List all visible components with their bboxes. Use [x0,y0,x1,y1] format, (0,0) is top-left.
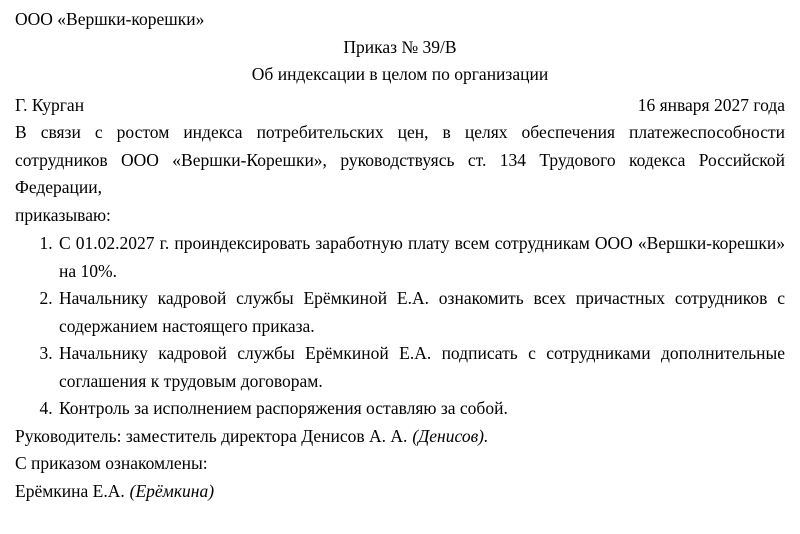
company-name: ООО «Вершки-корешки» [15,9,205,29]
order-item-4: 4. Контроль за исполнением распоряжения оставляю за собой. [57,395,785,423]
document-title: Приказ № 39/В [343,36,457,57]
city-date-row [15,92,785,120]
date-label: 16 января 2027 года [637,94,785,115]
acknowledgement-line: С приказом ознакомлены: [15,453,208,473]
order-item-3: 3. Начальнику кадровой службы Ерёмкиной Е.А. подписать с сотрудниками дополнительные соглашения к трудовым договорам. [57,340,785,395]
order-list [15,230,785,423]
order-item-2: 2. Начальнику кадровой службы Ерёмкиной Е.А. ознакомить всех причастных сотрудников с содержанием настоящего приказа. [57,285,785,340]
intro-paragraph: В связи с ростом индекса потребительских цен, в целях обеспечения платежеспособности сотрудников ООО «Вершки-Корешки», руководствуясь ст. 134 Трудового кодекса Российской Федерации, [15,122,785,197]
order-word: приказываю: [15,204,111,225]
order-item-1: 1. С 01.02.2027 г. проиндексировать заработную плату всем сотрудникам ООО «Вершки-корешки» на 10%. [57,230,785,285]
document-subject: Об индексации в целом по организации [251,64,549,84]
signature-label: Руководитель: заместитель директора Денисов А. А. [15,425,408,446]
signature-handwritten: (Денисов). [412,425,489,446]
employee-handwritten: (Ерёмкина) [129,480,215,501]
employee-signature-line [15,478,785,506]
signature-line [15,423,785,451]
employee-name: Ерёмкина Е.А. [15,480,125,501]
order-document [15,6,785,505]
city-label: Г. Курган [15,94,85,115]
